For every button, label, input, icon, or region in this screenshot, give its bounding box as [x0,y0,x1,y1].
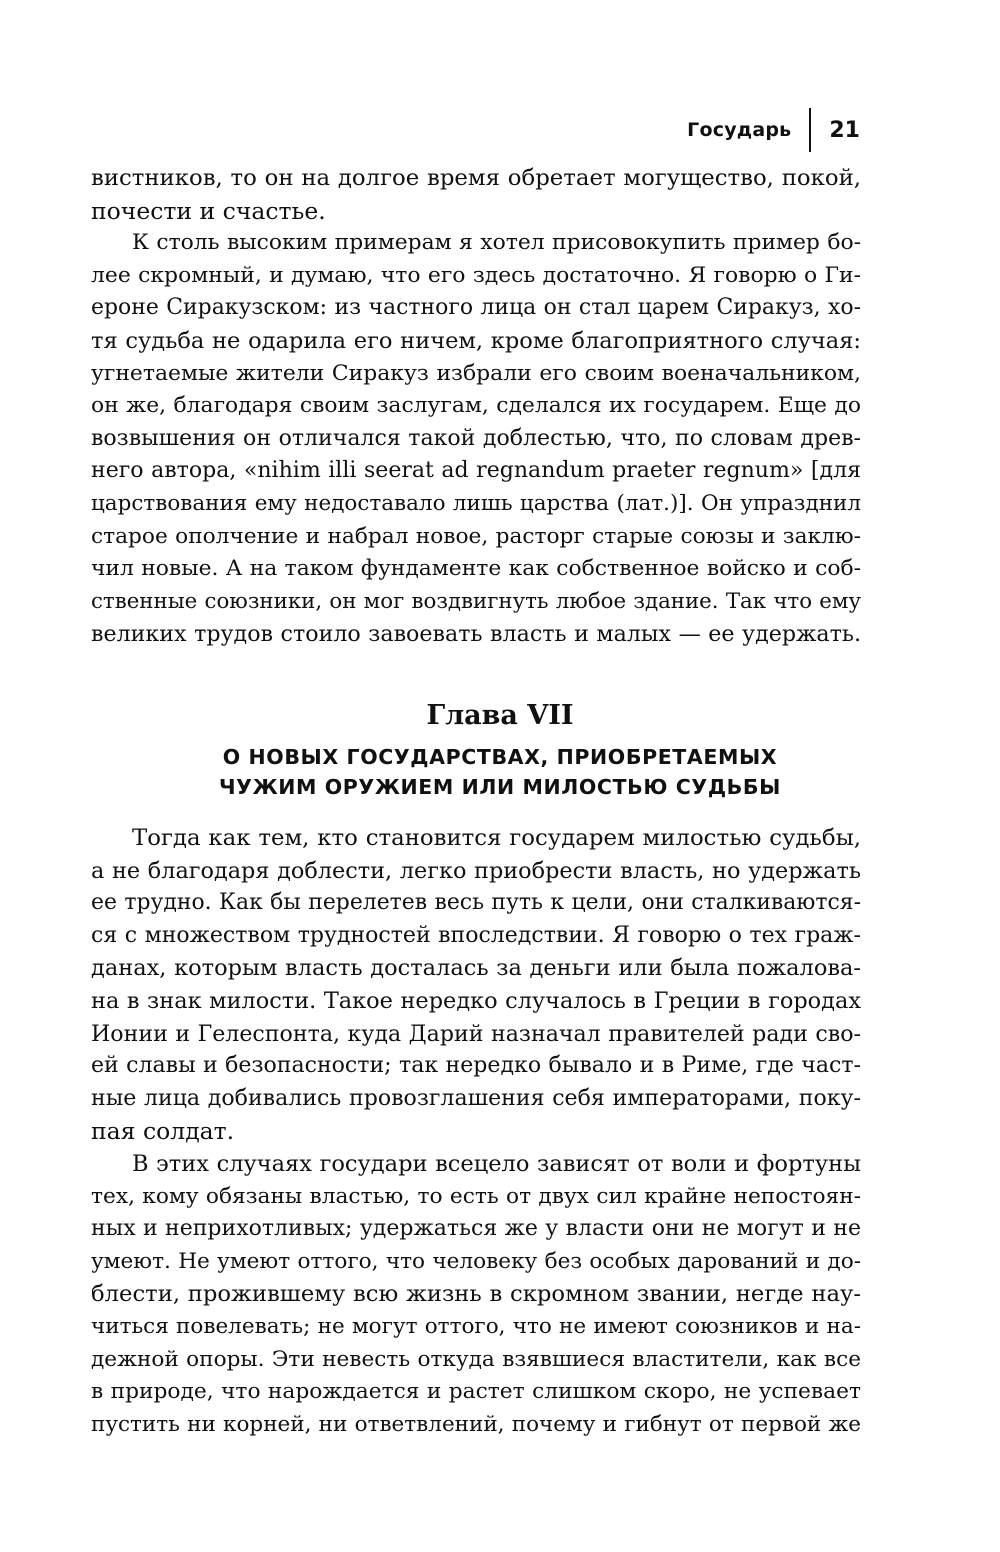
running-header-title: Государь [687,119,792,141]
text-line: данах, которым власть досталась за деньги или была пожалова- [91,955,861,982]
text-line: а не благодаря доблести, легко приобрести власть, но удержать [91,857,861,884]
text-line: вистников, то он на долгое время обретает могущество, покой, [91,165,861,191]
text-line: великих трудов стоило завоевать власть и малых — ее удержать. [91,621,861,648]
text-line: ных и неприхотливых; удержаться же у власти они не могут и не [91,1216,861,1242]
text-line: Ионии и Гелеспонта, куда Дарий назначал правителей ради сво- [91,1020,861,1047]
text-line: в природе, что нарождается и растет слишком скоро, не успевает [91,1379,861,1405]
text-line: тех, кому обязаны властью, то есть от двух сил крайне непостоян- [91,1183,861,1209]
text-line: умеют. Не умеют оттого, что человеку без особых дарований и до- [91,1248,861,1274]
text-line: ее трудно. Как бы перелетев весь путь к цели, они сталкиваются- [91,890,861,916]
body-text-section-1 [91,162,861,651]
text-line: пустить ни корней, ни ответвлений, почему и гибнут от первой же [91,1411,861,1437]
text-line: лее скромный, и думаю, что его здесь достаточно. Я говорю о Ги- [91,262,861,288]
text-line: К столь высоким примерам я хотел присовокупить пример бо- [132,230,861,256]
text-line: угнетаемые жители Сиракуз избрали его своим военачальником, [91,360,861,386]
chapter-subtitle-line: ЧУЖИМ ОРУЖИЕМ ИЛИ МИЛОСТЬЮ СУДЬБЫ [219,775,781,799]
text-line: пая солдат. [91,1117,235,1146]
text-line: Тогда как тем, кто становится государем милостью судьбы, [132,825,861,851]
body-text-section-2 [91,822,861,1441]
text-line: дежной опоры. Эти невесть откуда взявшиеся властители, как все [91,1346,861,1372]
chapter-subtitle [0,742,1000,802]
text-line: старое ополчение и набрал новое, расторг старые союзы и заклю- [91,523,861,549]
text-line: ные лица добивались провозглашения себя императорами, поку- [91,1085,861,1111]
text-line: ероне Сиракузском: из частного лица он стал царем Сиракуз, хо- [91,295,861,321]
chapter-title: Глава VII [426,700,574,731]
text-line: чил новые. А на таком фундаменте как собственное войско и соб- [91,556,861,582]
running-header [687,108,860,152]
text-line: читься повелевать; не могут оттого, что не имеют союзников и на- [91,1313,861,1339]
text-line: блести, прожившему всю жизнь в скромном звании, негде нау- [91,1281,861,1308]
text-line: царствования ему недоставало лишь царства (лат.)]. Он упразднил [91,490,861,516]
chapter-subtitle-line: О НОВЫХ ГОСУДАРСТВАХ, ПРИОБРЕТАЕМЫХ [222,745,778,769]
text-line: ся с множеством трудностей впоследствии. Я говорю о тех граж- [91,922,861,948]
text-line: ей славы и безопасности; так нередко бывало и в Риме, где част- [91,1053,861,1079]
page-number: 21 [829,117,860,143]
text-line: возвышения он отличался такой доблестью, что, по словам древ- [91,425,861,451]
text-line: на в знак милости. Такое нередко случалось в Греции в городах [91,987,861,1014]
text-line: него автора, «nihim illi seerat ad regnandum praeter regnum» [для [91,458,861,484]
text-line: он же, благодаря своим заслугам, сделался их государем. Еще до [91,393,861,419]
text-line: В этих случаях государи всецело зависят от воли и фортуны [132,1150,861,1177]
text-line: тя судьба не одарила его ничем, кроме благоприятного случая: [91,327,861,354]
text-line: почести и счастье. [91,196,326,225]
text-line: ственные союзники, он мог воздвигнуть любое здание. Так что ему [91,588,861,614]
